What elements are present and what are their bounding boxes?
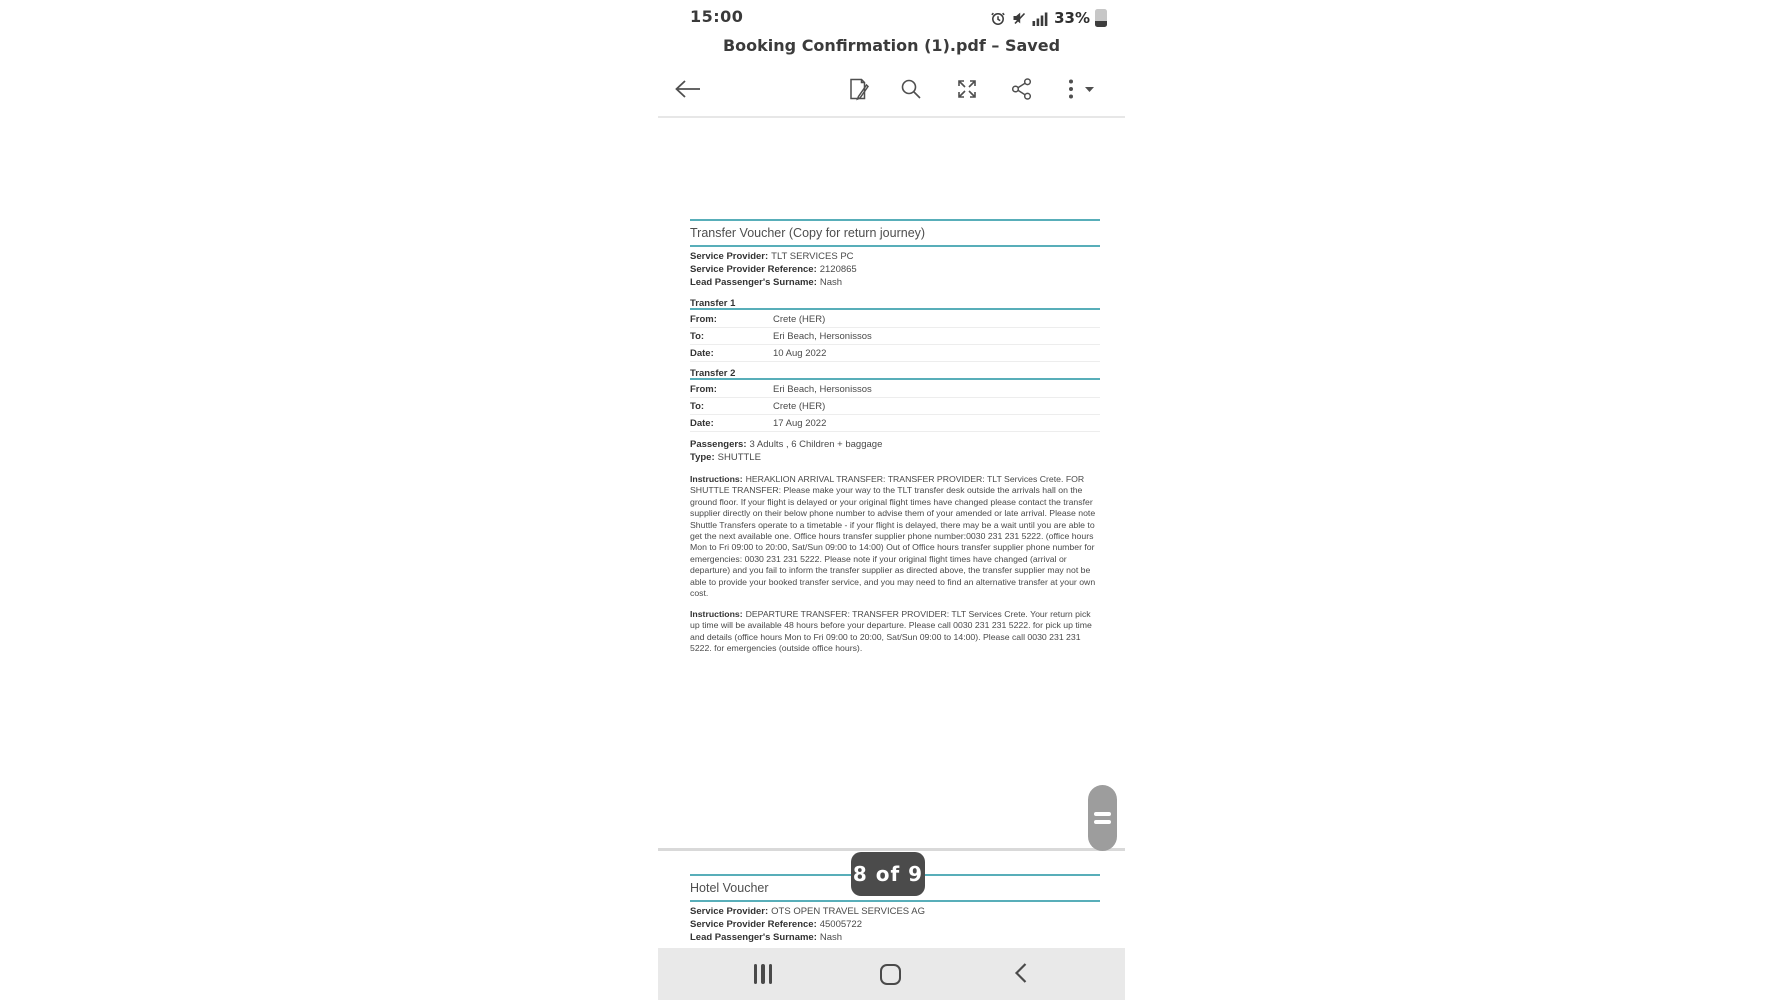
detail-line: Service Provider Reference: 2120865 (690, 264, 857, 275)
section-rule (690, 245, 1100, 247)
back-button[interactable] (666, 67, 710, 111)
detail-line: Lead Passenger's Surname: Nash (690, 277, 843, 288)
navigation-bar (658, 948, 1125, 1000)
table-row: To: Crete (HER) (690, 398, 1100, 415)
home-icon (880, 964, 901, 985)
scroll-handle[interactable] (1088, 785, 1117, 851)
document-edit-icon (845, 76, 871, 102)
back-arrow-icon (673, 77, 703, 101)
detail-line: Type: SHUTTLE (690, 452, 761, 463)
fullscreen-button[interactable] (945, 67, 989, 111)
page-indicator-text: 8 of 9 (852, 862, 924, 886)
hotel-voucher-title: Hotel Voucher (690, 881, 769, 895)
scroll-handle-grip (1094, 820, 1111, 824)
recents-button[interactable] (741, 952, 785, 996)
mute-icon (1011, 10, 1027, 26)
search-button[interactable] (889, 67, 933, 111)
pdf-page-content (690, 118, 1100, 948)
home-button[interactable] (868, 952, 912, 996)
party-details (690, 438, 1100, 464)
arrival-instructions: Instructions: HERAKLION ARRIVAL TRANSFER: TRANSFER PROVIDER: TLT Services Crete. FOR SHUTTLE TRANSFER: Please make your way to the TLT transfer desk outside the arrivals hall on the ground floor. If your flight is delayed or your original flight times have changed please contact the transfer supplier directly on their below phone number to advise them of your amended or late arrival. Please note Shuttle Transfers operate to a timetable - if your flight is delayed, there may be a wait until you are able to get the next available one. Office hours transfer supplier phone number:0030 231 231 5222. (office hours Mon to Fri 09:00 to 20:00, Sat/Sun 09:00 to 14:00) Out of Office hours transfer supplier phone number for emergencies: 0030 231 231 5222. Please note if your original flight times have changed (arrival or departure) and you fail to inform the transfer supplier as directed above, the transfer supplier may not be able to provide your booked transfer service, and you may need to find an alternative transfer at your own cost. (690, 474, 1096, 599)
signal-icon (1032, 11, 1049, 26)
detail-line: Passengers: 3 Adults , 6 Children + baggage (690, 439, 883, 450)
transfer2-table (690, 381, 1100, 432)
transfer1-heading: Transfer 1 (690, 298, 1100, 310)
phone-screen (658, 0, 1125, 1000)
search-icon (899, 77, 923, 101)
chevron-left-icon (1014, 962, 1028, 987)
battery-percent-text: 33% (1054, 9, 1090, 27)
more-menu-button[interactable] (1056, 67, 1108, 111)
edit-button[interactable] (836, 67, 880, 111)
document-title: Booking Confirmation (1).pdf – Saved (722, 36, 1061, 55)
transfer1-table (690, 311, 1100, 362)
share-button[interactable] (1000, 67, 1044, 111)
scroll-handle-grip (1094, 812, 1111, 816)
transfer-voucher-title: Transfer Voucher (Copy for return journey) (690, 226, 926, 240)
detail-line: Lead Passenger's Surname: Nash (690, 932, 843, 943)
section-rule (690, 219, 1100, 221)
hotel-voucher-details (690, 905, 1100, 944)
detail-line: Service Provider: TLT SERVICES PC (690, 251, 854, 262)
clock-text: 15:00 (690, 7, 744, 26)
transfer-voucher-details (690, 250, 1100, 289)
departure-instructions: Instructions: DEPARTURE TRANSFER: TRANSFER PROVIDER: TLT Services Crete. Your return pick up time will be available 48 hours before your departure. Please call 0030 231 231 5222. for pick up time and details (office hours Mon to Fri 09:00 to 20:00, Sat/Sun 09:00 to 14:00). Please call 0030 231 231 5222. for emergencies (outside office hours). (690, 609, 1092, 654)
table-row: Date: 10 Aug 2022 (690, 345, 1100, 362)
table-row: Date: 17 Aug 2022 (690, 415, 1100, 432)
recents-icon (754, 964, 773, 984)
nav-back-button[interactable] (999, 952, 1043, 996)
transfer2-heading: Transfer 2 (690, 368, 1100, 380)
page-separator (658, 848, 1125, 851)
pdf-viewer[interactable] (658, 118, 1125, 948)
table-row: From: Eri Beach, Hersonissos (690, 381, 1100, 398)
alarm-icon (990, 10, 1006, 26)
section-rule (690, 900, 1100, 902)
page-indicator-badge (851, 852, 925, 896)
expand-icon (955, 77, 979, 101)
status-icons (990, 8, 1107, 28)
detail-line: Service Provider: OTS OPEN TRAVEL SERVICES AG (690, 906, 925, 917)
share-icon (1010, 77, 1034, 101)
table-row: From: Crete (HER) (690, 311, 1100, 328)
detail-line: Service Provider Reference: 45005722 (690, 919, 863, 930)
table-row: To: Eri Beach, Hersonissos (690, 328, 1100, 345)
more-menu-icon (1063, 77, 1101, 101)
battery-icon (1095, 9, 1107, 27)
